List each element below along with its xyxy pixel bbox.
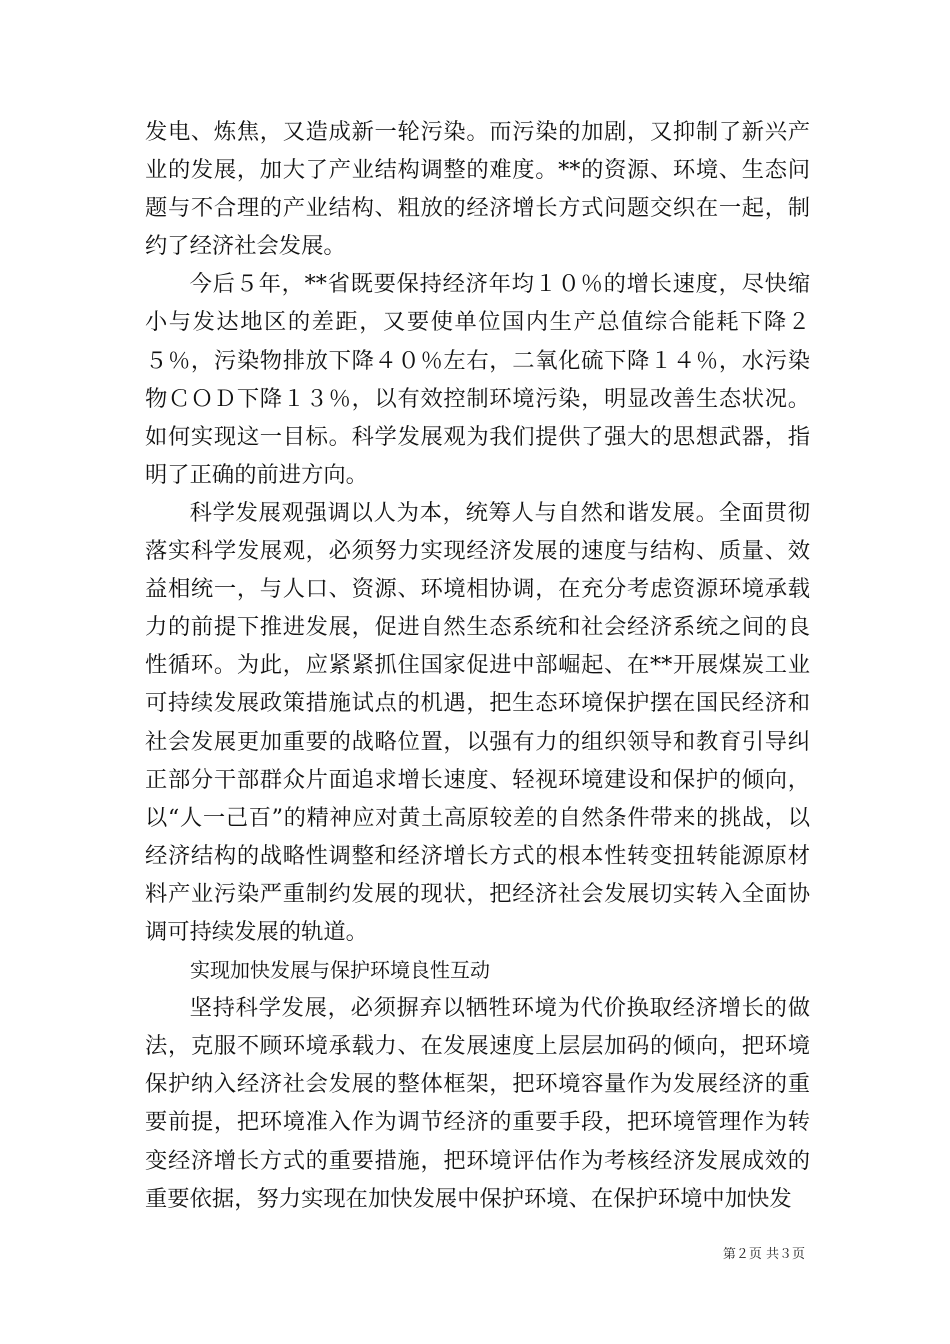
paragraph-targets: 今后５年，**省既要保持经济年均１０％的增长速度，尽快缩小与发达地区的差距，又要使单位国内生产总值综合能耗下降２５％，污染物排放下降４０％左右，二氧化硫下降１４％，水污染物ＣＯＤ下降１３％，以有效控制环境污染，明显改善生态状况。如何实现这一目标。科学发展观为我们提供了强大的思想武器，指明了正确的前进方向。 bbox=[145, 271, 810, 488]
page-number-footer: 第２页 共３页 bbox=[722, 1247, 805, 1262]
section-heading: 实现加快发展与保护环境良性互动 bbox=[190, 958, 490, 983]
paragraph-scientific-development: 科学发展观强调以人为本，统筹人与自然和谐发展。全面贯彻落实科学发展观，必须努力实现经济发展的速度与结构、质量、效益相统一，与人口、资源、环境相协调，在充分考虑资源环境承载力的前提下推进发展，促进自然生态系统和社会经济系统之间的良性循环。为此，应紧紧抓住国家促进中部崛起、在**开展煤炭工业可持续发展政策措施试点的机遇，把生态环境保护摆在国民经济和社会发展更加重要的战略位置，以强有力的组织领导和教育引导纠正部分干部群众片面追求增长速度、轻视环境建设和保护的倾向，以“人一己百”的精神应对黄土高原较差的自然条件带来的挑战，以经济结构的战略性调整和经济增长方式的根本性转变扭转能源原材料产业污染严重制约发展的现状，把经济社会发展切实转入全面协调可持续发展的轨道。 bbox=[145, 499, 810, 945]
document-body bbox=[145, 113, 810, 1218]
paragraph-continuation: 发电、炼焦，又造成新一轮污染。而污染的加剧，又抑制了新兴产业的发展，加大了产业结构调整的难度。**的资源、环境、生态问题与不合理的产业结构、粗放的经济增长方式问题交织在一起，制约了经济社会发展。 bbox=[145, 119, 810, 260]
paragraph-environment-protection: 坚持科学发展，必须摒弃以牺牲环境为代价换取经济增长的做法，克服不顾环境承载力、在发展速度上层层加码的倾向，把环境保护纳入经济社会发展的整体框架，把环境容量作为发展经济的重要前提，把环境准入作为调节经济的重要手段，把环境管理作为转变经济增长方式的重要措施，把环境评估作为考核经济发展成效的重要依据，努力实现在加快发展中保护环境、在保护环境中加快发 bbox=[145, 995, 810, 1212]
